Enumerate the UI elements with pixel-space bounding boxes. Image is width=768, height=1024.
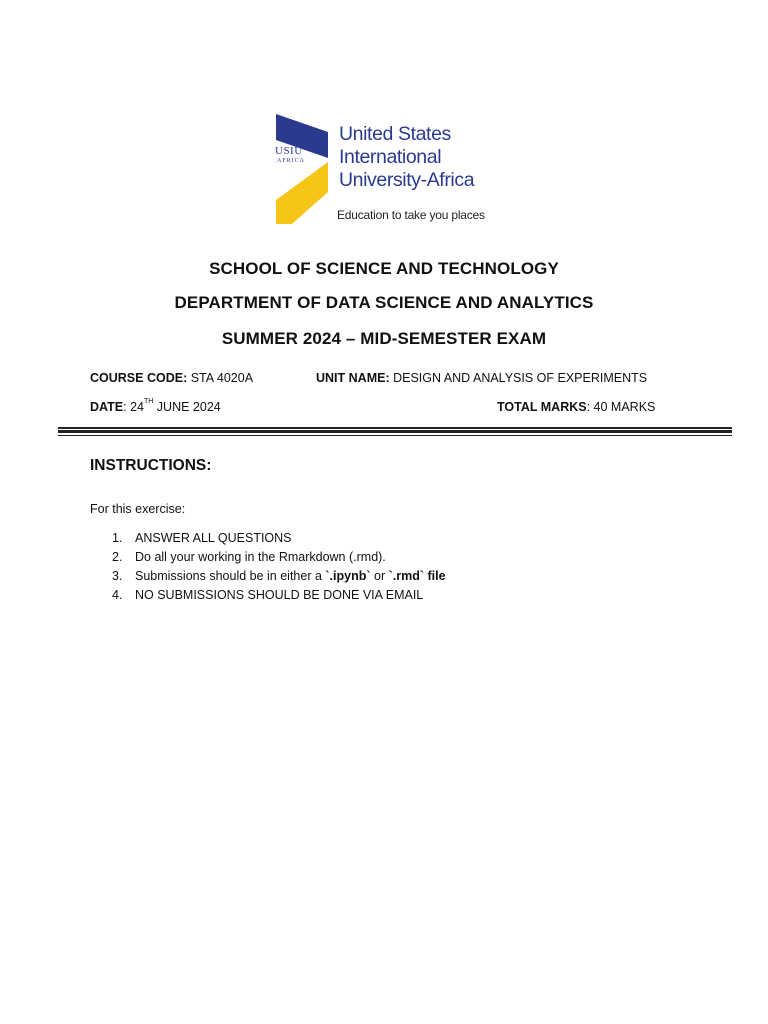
date-label: DATE <box>90 400 124 414</box>
list-text: Do all your working in the Rmarkdown (.rmd). <box>135 550 386 564</box>
ipynb-extension: `.ipynb` <box>325 569 371 583</box>
university-name <box>339 123 474 192</box>
date-suffix: TH <box>143 398 154 405</box>
usiu-shield-icon <box>272 112 332 228</box>
list-number: 4. <box>112 588 123 602</box>
list-number: 3. <box>112 569 123 583</box>
university-name-line: International <box>339 146 442 168</box>
university-name-line: United States <box>339 123 451 145</box>
university-tagline: Education to take you places <box>337 208 485 222</box>
list-number: 2. <box>112 550 123 564</box>
department-heading: DEPARTMENT OF DATA SCIENCE AND ANALYTICS <box>174 293 594 312</box>
total-marks-label: TOTAL MARKS <box>497 400 587 414</box>
list-text-part: or <box>370 569 389 583</box>
divider-line <box>58 435 732 437</box>
course-code <box>90 371 253 385</box>
rmd-extension: `.rmd` file <box>388 569 446 583</box>
unit-name-label: UNIT NAME: <box>316 371 390 385</box>
school-heading: SCHOOL OF SCIENCE AND TECHNOLOGY <box>209 259 559 278</box>
date-day: 24 <box>130 400 144 414</box>
total-marks-value: 40 MARKS <box>593 400 656 414</box>
list-number: 1. <box>112 531 123 545</box>
instructions-intro: For this exercise: <box>90 502 186 516</box>
course-code-label: COURSE CODE: <box>90 371 188 385</box>
instructions-title: INSTRUCTIONS: <box>90 457 212 474</box>
university-logo <box>272 112 512 228</box>
logo-abbreviation-sub: AFRICA <box>277 158 306 164</box>
exam-date: DATE: 24TH JUNE 2024 <box>90 398 221 414</box>
divider-line <box>58 430 732 433</box>
list-text-part: Submissions should be in either a <box>135 569 326 583</box>
unit-name-value: DESIGN AND ANALYSIS OF EXPERIMENTS <box>393 371 648 385</box>
list-text: ANSWER ALL QUESTIONS <box>135 531 292 545</box>
logo-abbreviation: USIU <box>275 145 303 157</box>
list-text: NO SUBMISSIONS SHOULD BE DONE VIA EMAIL <box>135 588 424 602</box>
list-text <box>135 569 446 584</box>
exam-heading: SUMMER 2024 – MID-SEMESTER EXAM <box>221 329 547 348</box>
course-code-value: STA 4020A <box>190 371 254 385</box>
date-month-year: JUNE 2024 <box>156 400 221 414</box>
university-name-line: University-Africa <box>339 169 475 191</box>
divider-line <box>58 427 732 429</box>
total-marks: TOTAL MARKS: 40 MARKS <box>497 400 656 414</box>
unit-name <box>316 371 647 385</box>
